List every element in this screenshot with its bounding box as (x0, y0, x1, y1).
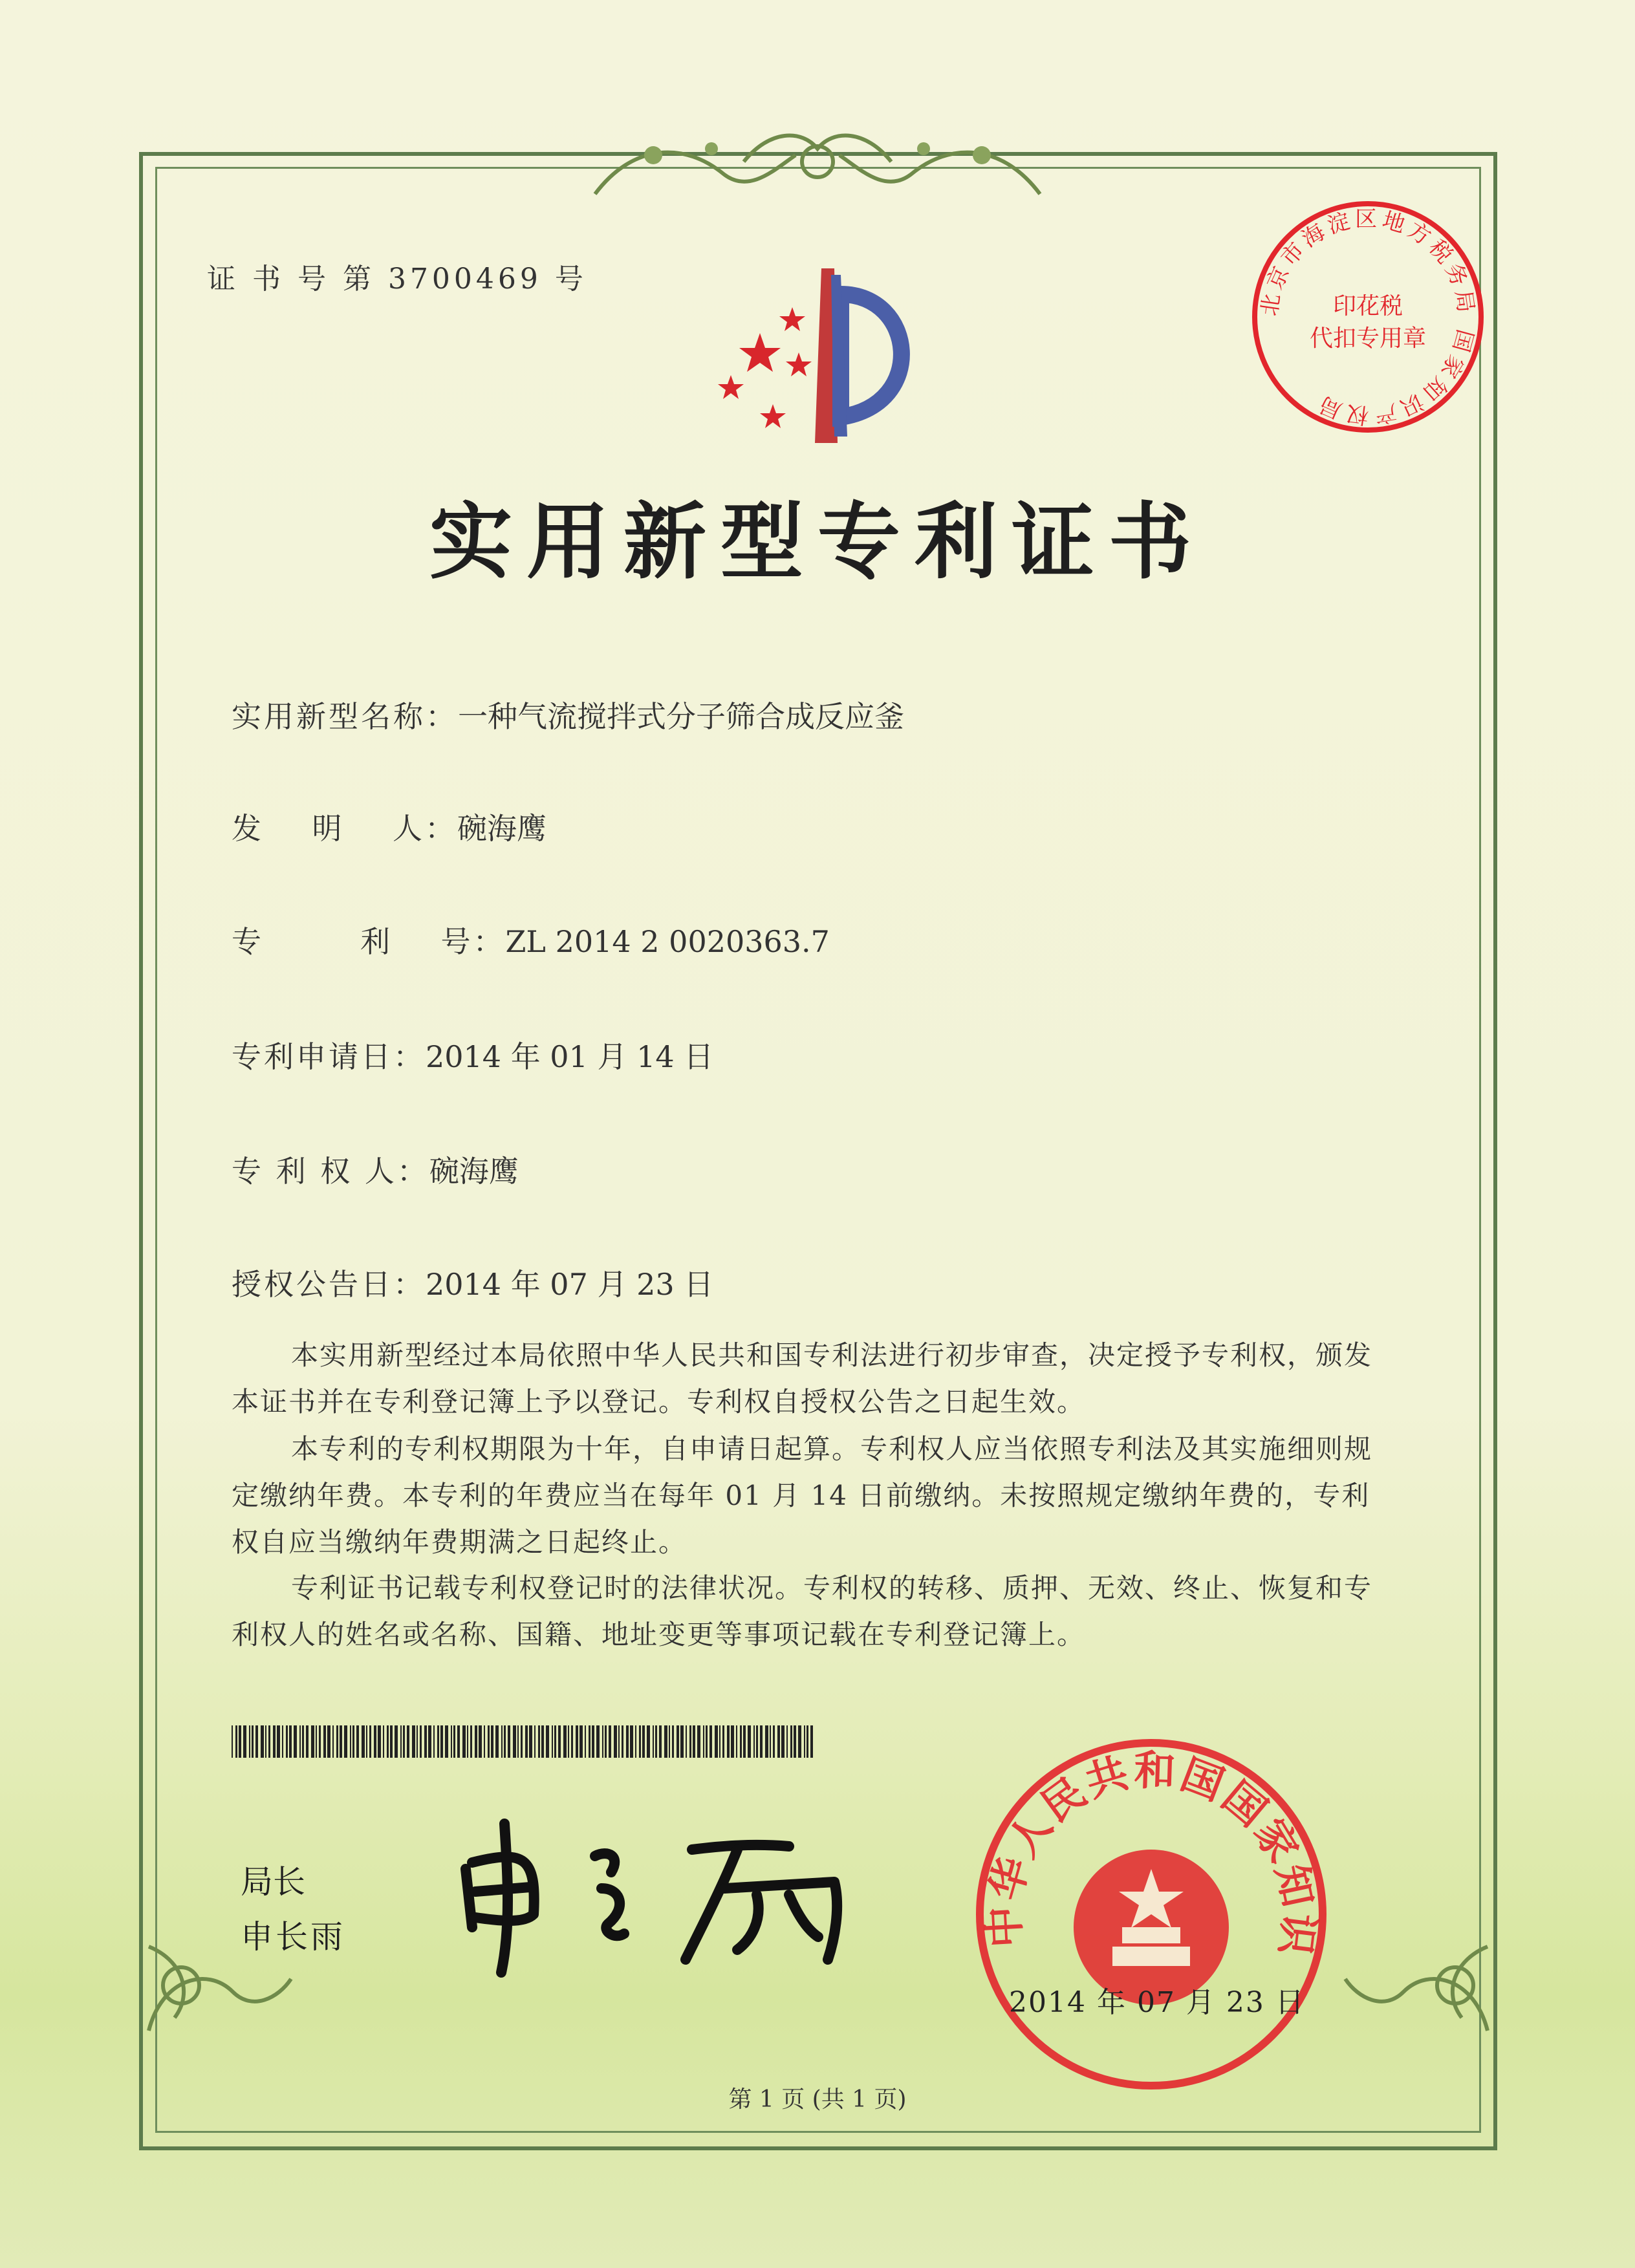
tax-stamp-center-line2: 代扣专用章 (1309, 325, 1427, 352)
top-ornament-icon (582, 116, 1053, 207)
issue-date: 2014 年 07 月 23 日 (1009, 1986, 1305, 2019)
director-signature-icon (446, 1811, 860, 1979)
body-paragraph-1: 本实用新型经过本局依照中华人民共和国专利法进行初步审查，决定授予专利权，颁发本证书并在专利登记簿上予以登记。专利权自授权公告之日起生效。 (232, 1339, 1373, 1418)
field-patentee (232, 1148, 519, 1191)
field-label: 专利申请日： (232, 1039, 426, 1074)
tax-stamp-center-line1: 印花税 (1332, 293, 1403, 319)
field-patent-number (232, 918, 830, 961)
seal-ring-text: 中华人民共和国国家知识 (980, 1747, 1323, 1960)
barcode-icon (232, 1725, 814, 1758)
body-paragraph-3: 专利证书记载专利权登记时的法律状况。专利权的转移、质押、无效、终止、恢复和专利权人的姓名或名称、国籍、地址变更等事项记载在专利登记簿上。 (232, 1572, 1373, 1650)
field-grant-date (232, 1261, 713, 1304)
national-ip-office-seal-icon (970, 1733, 1332, 2095)
page-footer: 第 1 页 (共 1 页) (728, 2086, 907, 2113)
bottom-right-ornament-icon (1332, 1908, 1500, 2037)
certificate-number: 证 书 号 第 3700469 号 (207, 263, 587, 296)
field-label: 实用新型名称： (232, 699, 458, 734)
page-title: 实用新型专利证书 (429, 494, 1206, 590)
field-value: ZL 2014 2 0020363.7 (505, 924, 830, 959)
tax-stamp (1245, 194, 1491, 440)
field-value: 一种气流搅拌式分子筛合成反应釜 (458, 699, 904, 734)
field-label: 授权公告日： (232, 1267, 426, 1302)
body-paragraph-2: 本专利的专利权期限为十年，自申请日起算。专利权人应当依照专利法及其实施细则规定缴纳年费。本专利的年费应当在每年 01 月 14 日前缴纳。未按照规定缴纳年费的，专利权自应当缴纳年费期满之日起终止。 (232, 1433, 1373, 1558)
field-value: 碗海鹰 (429, 1154, 519, 1189)
field-value: 2014 年 01 月 14 日 (426, 1039, 714, 1074)
field-label: 专 利 号： (232, 924, 506, 959)
tax-stamp-ring-text: 北京市海淀区地方税务局 国家知识产权局 (1256, 206, 1480, 429)
field-utility-model-name (232, 693, 904, 736)
tax-stamp-seal-icon (1245, 194, 1491, 440)
field-filing-date (232, 1033, 713, 1076)
official-seal (970, 1733, 1332, 2095)
field-value: 2014 年 07 月 23 日 (426, 1267, 714, 1302)
field-label: 发 明 人： (232, 811, 457, 846)
director-name: 申长雨 (241, 1918, 345, 1956)
director-title: 局长 (241, 1863, 305, 1901)
patent-office-logo-icon (702, 255, 935, 462)
field-value: 碗海鹰 (457, 811, 547, 846)
field-label: 专 利 权 人： (232, 1154, 429, 1189)
field-inventor (232, 805, 547, 848)
